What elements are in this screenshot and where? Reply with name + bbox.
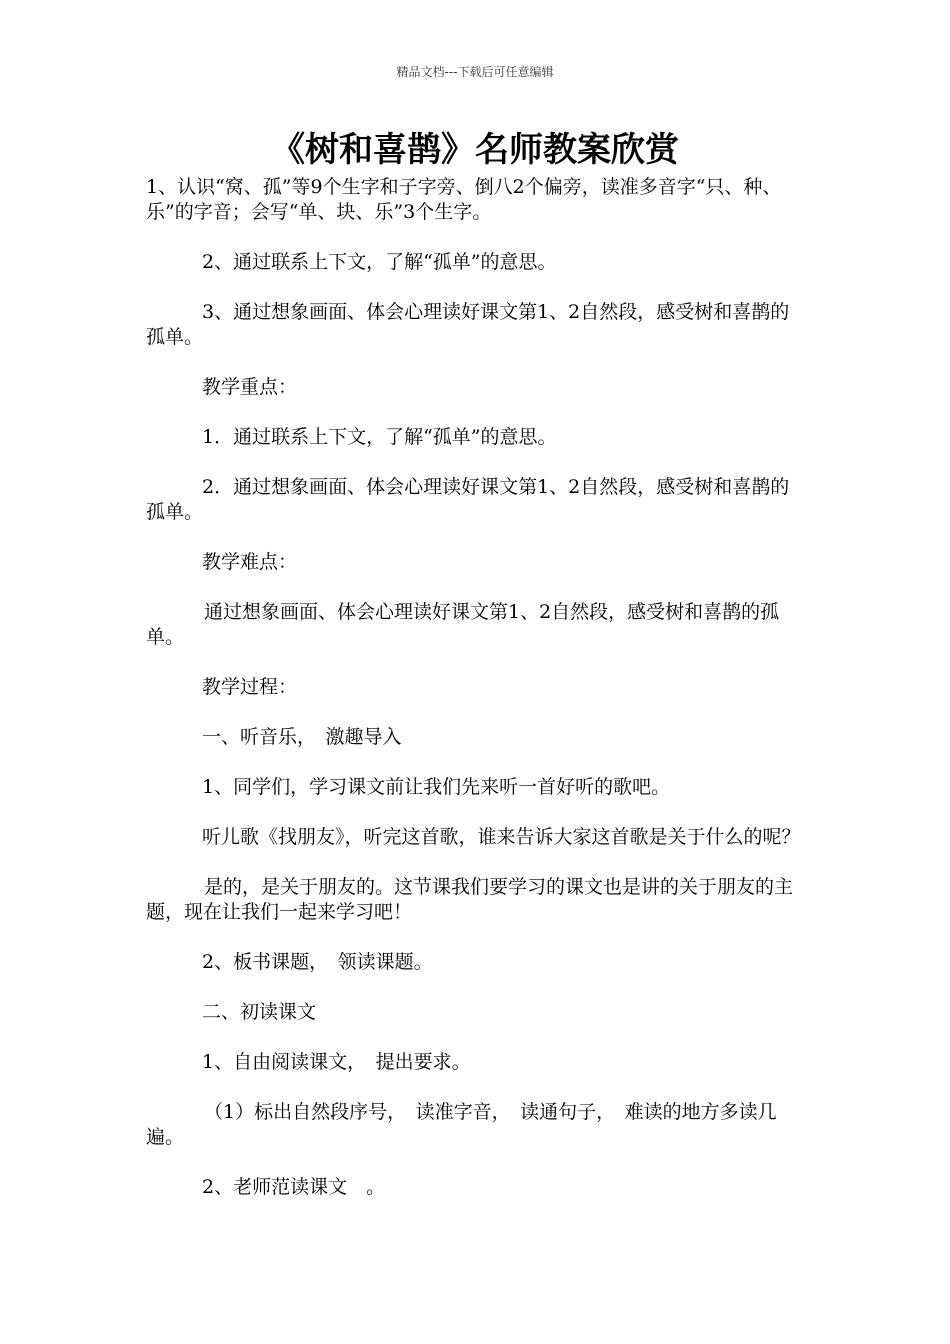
section-two-heading: 二、初读课文	[202, 1001, 317, 1023]
document-title: 《树和喜鹊》名师教案欣赏	[271, 130, 679, 170]
paragraph-free-reading: 1、自由阅读课文， 提出要求。	[202, 1051, 471, 1073]
section-one-heading: 一、听音乐， 激趣导入	[202, 726, 402, 748]
paragraph-difficulty: 通过想象画面、体会心理读好课文第1、2自然段，感受树和喜鹊的孤单。	[146, 601, 780, 648]
paragraph-step-1: 1、同学们，学习课文前让我们先来听一首好听的歌吧。	[202, 776, 671, 798]
paragraph-song: 听儿歌《找朋友》，听完这首歌，谁来告诉大家这首歌是关于什么的呢？	[202, 826, 801, 848]
paragraph-key-point-1: 1．通过联系上下文，了解“孤单”的意思。	[202, 426, 557, 448]
header-note: 精品文档---下载后可任意编辑	[396, 65, 554, 79]
paragraph-step-2: 2、板书课题， 领读课题。	[202, 951, 433, 973]
paragraph-key-point-2: 2．通过想象画面、体会心理读好课文第1、2自然段，感受树和喜鹊的孤单。	[146, 476, 790, 523]
paragraph-objective-3: 3、通过想象画面、体会心理读好课文第1、2自然段，感受树和喜鹊的孤单。	[146, 301, 790, 348]
heading-key-points: 教学重点：	[202, 376, 298, 398]
paragraph-teacher-reading: 2、老师范读课文 。	[202, 1176, 386, 1198]
paragraph-objective-2: 2、通过联系上下文，了解“孤单”的意思。	[202, 251, 557, 273]
heading-process: 教学过程：	[202, 676, 298, 698]
document-body	[146, 175, 806, 1225]
heading-difficulties: 教学难点：	[202, 551, 298, 573]
paragraph-requirement-1: （1）标出自然段序号， 读准字音， 读通句子， 难读的地方多读几遍。	[146, 1101, 777, 1148]
paragraph-objective-1: 1、认识“窝、孤”等9个生字和子字旁、倒八2个偏旁，读准多音字“只、种、乐”的字音；会写“单、块、乐”3个生字。	[146, 176, 782, 223]
paragraph-friends: 是的，是关于朋友的。这节课我们要学习的课文也是讲的关于朋友的主题，现在让我们一起来学习吧！	[146, 876, 794, 923]
